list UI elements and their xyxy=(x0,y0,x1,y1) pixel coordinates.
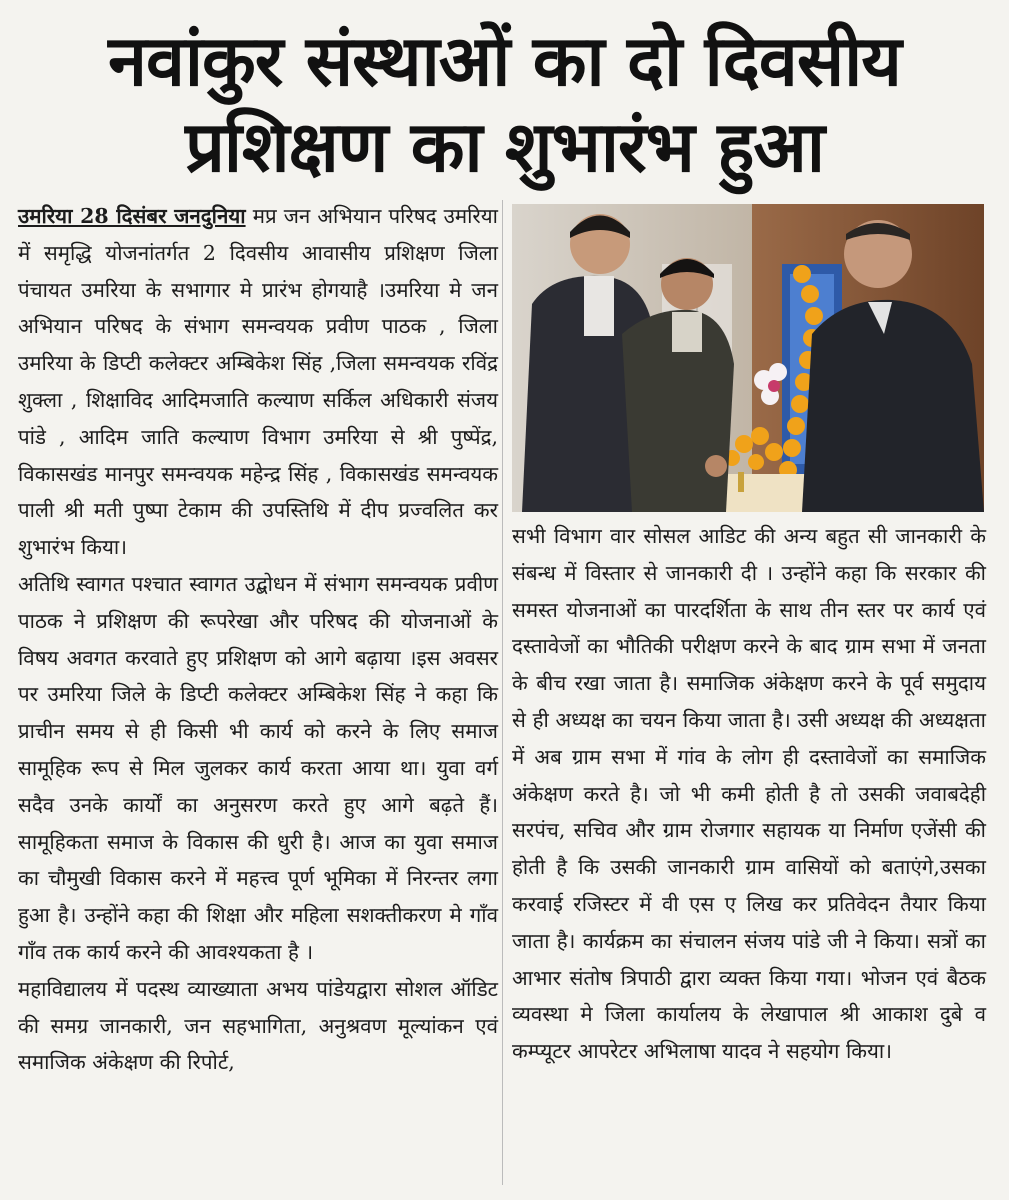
lamp-lighting-photo-icon xyxy=(512,204,984,512)
article-left-column xyxy=(18,198,498,1081)
article-paragraph: अतिथि स्वागत पश्चात स्वागत उद्बोधन में संभाग समन्वयक प्रवीण पाठक ने प्रशिक्षण की रूपरेखा और परिषद की योजनाओं के विषय अवगत करवाते हुए प्रशिक्षण को आगे बढ़ाया ।इस अवसर पर उमरिया जिले के डिप्टी कलेक्टर अम्बिकेश सिंह ने कहा कि प्राचीन समय से ही किसी भी कार्य को करने के लिए समाज सामूहिक रूप से मिल जुलकर कार्य करता आया था। युवा वर्ग सदैव उनके कार्यों का अनुसरण करते हुए आगे बढ़ते हैं। सामूहिकता समाज के विकास की धुरी है। आज का युवा समाज का चौमुखी विकास करने में महत्त्व पूर्ण भूमिका में निरन्तर लगा हुआ है। उन्होंने कहा की शिक्षा और महिला सशक्तीकरण मे गाँव गाँव तक कार्य करने की आवश्यकता है । xyxy=(18,571,498,964)
dateline: उमरिया 28 दिसंबर जनदुनिया xyxy=(18,204,246,228)
headline xyxy=(0,18,1009,190)
photo-illustration xyxy=(512,204,984,512)
headline-line-1: नवांकुर संस्थाओं का दो दिवसीय xyxy=(108,20,901,102)
article-paragraph: महाविद्यालय में पदस्थ व्याख्याता अभय पांडेयद्वारा सोशल ऑडिट की समग्र जानकारी, जन सहभागिता, अनुश्रवण मूल्यांकन एवं समाजिक अंकेक्षण की रिपोर्ट, xyxy=(18,976,498,1075)
paragraph-text: मप्र जन अभियान परिषद उमरिया में समृद्धि योजनांतर्गत 2 दिवसीय आवासीय प्रशिक्षण जिला पंचायत उमरिया के सभागार मे प्रारंभ होगयाहै ।उमरिया मे जन अभियान परिषद के संभाग समन्वयक प्रवीण पाठक , जिला उमरिया के डिप्टी कलेक्टर अम्बिकेश सिंह ,जिला समन्वयक रविंद्र शुक्ला , शिक्षाविद आदिमजाति कल्याण सर्किल अधिकारी संजय पांडे , आदिम जाति कल्याण विभाग उमरिया से श्री पुष्पेंद्र, विकासखंड मानपुर समन्वयक महेन्द्र सिंह , विकासखंड समन्वयक पाली श्री मती पुष्पा टेकाम की उपस्तिथि में दीप प्रज्वलित कर शुभारंभ किया। xyxy=(18,204,498,560)
article-paragraph xyxy=(18,198,498,566)
article-paragraph: सभी विभाग वार सोसल आडिट की अन्य बहुत सी जानकारी के संबन्ध में विस्तार से जानकारी दी । उन्होंने कहा कि सरकार की समस्त योजनाओं का पारदर्शिता के साथ तीन स्तर पर कार्य एवं दस्तावेजों का भौतिकी परीक्षण करने के बाद ग्राम सभा में जनता के बीच रखा जाता है। समाजिक अंकेक्षण करने के पूर्व समुदाय से ही अध्यक्ष का चयन किया जाता है। उसी अध्यक्ष की अध्यक्षता में अब ग्राम सभा में गांव के लोग ही दस्तावेजों का समाजिक अंकेक्षण करते है। जो भी कमी होती है तो उसकी जवाबदेही सरपंच, सचिव और ग्राम रोजगार सहायक या निर्माण एजेंसी की होती है कि उसकी जानकारी ग्राम वासियों को बताएंगे,उसका करवाई रजिस्टर में वी एस ए लिख कर प्रतिवेदन तैयार किया जाता है। कार्यक्रम का संचालन संजय पांडे जी ने किया। सत्रों का आभार संतोष त्रिपाठी द्वारा व्यक्त किया गया। भोजन एवं बैठक व्यवस्था मे जिला कार्यालय के लेखापाल श्री आकाश दुबे व कम्प्यूटर आपरेटर अभिलाषा यादव ने सहयोग किया। xyxy=(512,524,986,1064)
column-divider xyxy=(502,200,503,1185)
article-right-column xyxy=(512,518,986,1070)
headline-line-2: प्रशिक्षण का शुभारंभ हुआ xyxy=(185,106,824,188)
